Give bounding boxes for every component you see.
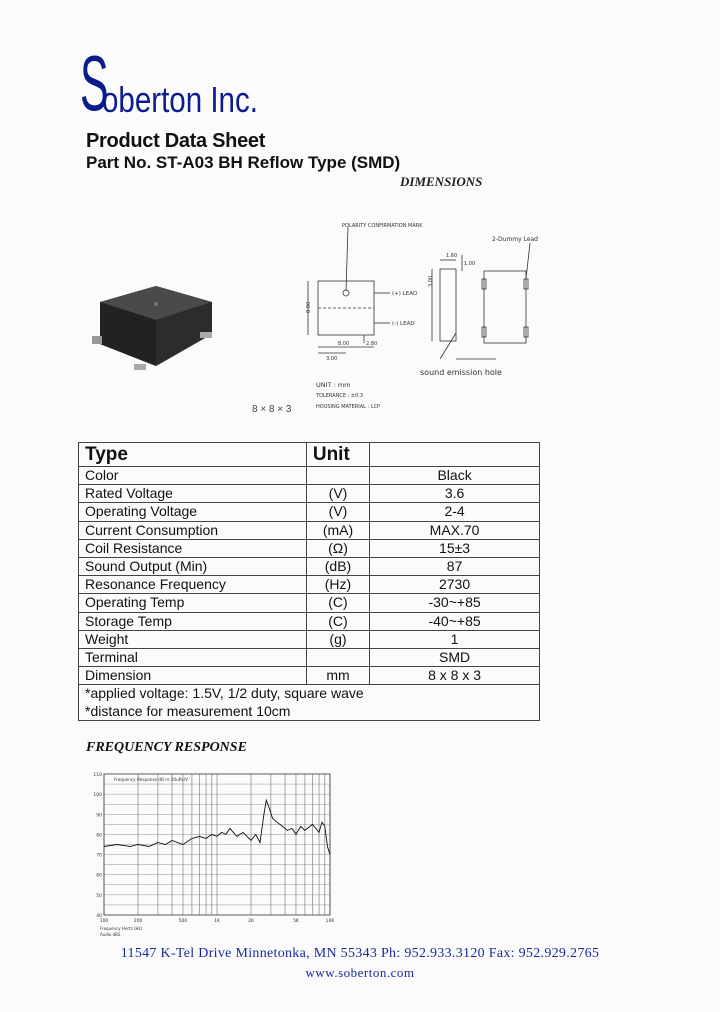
table-row [79, 576, 540, 594]
dim-height: 8.00 [306, 301, 312, 313]
row-value: 87 [370, 558, 540, 576]
logo-text: oberton Inc. [102, 79, 258, 120]
x-tick-label: 1K [214, 919, 220, 924]
lead-negative-label: (-) LEAD [392, 321, 415, 327]
footer-website: www.soberton.com [305, 965, 415, 980]
table-row [79, 485, 540, 503]
part-number: Part No. ST-A03 BH Reflow Type (SMD) [86, 153, 401, 172]
y-tick-label: 70 [96, 853, 102, 859]
polarity-label: POLARITY CONFIRMATION MARK [342, 223, 423, 229]
row-value: 15±3 [370, 539, 540, 557]
header-value [370, 443, 540, 467]
table-row [79, 630, 540, 648]
row-unit: (Hz) [306, 576, 369, 594]
row-value: 8 x 8 x 3 [370, 667, 540, 685]
chart-legend: Frequency Response dB re 20uPa/V [114, 777, 188, 782]
table-row [79, 467, 540, 485]
y-tick-label: 50 [96, 893, 102, 899]
row-unit: (dB) [306, 558, 369, 576]
row-type: Operating Temp [79, 594, 307, 612]
dim-gap: 1.00 [464, 261, 476, 267]
page-title: Product Data Sheet [86, 130, 266, 152]
x-tick-label: 2K [248, 919, 254, 924]
row-value: 2730 [370, 576, 540, 594]
tolerance-label: TOLERANCE : ±0.3 [316, 393, 364, 399]
row-unit: (V) [306, 485, 369, 503]
row-value: 3.6 [370, 485, 540, 503]
y-tick-label: 90 [96, 813, 102, 819]
note-row [79, 703, 540, 721]
size-caption: 8 × 8 × 3 [252, 404, 292, 415]
y-tick-label: 40 [96, 914, 102, 919]
note-text: *distance for measurement 10cm [79, 703, 370, 721]
table-row [79, 503, 540, 521]
dim-half: 3.00 [326, 356, 338, 362]
dimension-drawing [290, 215, 560, 415]
frequency-heading: FREQUENCY RESPONSE [86, 740, 247, 755]
row-type: Color [79, 467, 307, 485]
table-row [79, 521, 540, 539]
table-row [79, 594, 540, 612]
row-type: Resonance Frequency [79, 576, 307, 594]
row-type: Dimension [79, 667, 307, 685]
row-type: Sound Output (Min) [79, 558, 307, 576]
row-type: Terminal [79, 649, 307, 667]
row-type: Rated Voltage [79, 485, 307, 503]
row-unit: (Ω) [306, 539, 369, 557]
lead-positive-label: (+) LEAD [392, 291, 418, 297]
dim-depth: 3.00 [428, 275, 434, 287]
y-tick-label: 100 [93, 793, 102, 799]
company-logo [80, 39, 320, 127]
x-tick-label: 500 [178, 919, 188, 924]
table-row [79, 649, 540, 667]
spec-table [78, 442, 540, 721]
row-type: Operating Voltage [79, 503, 307, 521]
row-unit [306, 467, 369, 485]
row-value: Black [370, 467, 540, 485]
row-value: 2-4 [370, 503, 540, 521]
row-value: MAX.70 [370, 521, 540, 539]
frequency-chart [88, 760, 338, 945]
row-unit: (C) [306, 612, 369, 630]
row-value: -30~+85 [370, 594, 540, 612]
logo-letter: S [80, 39, 109, 127]
dim-width: 8.00 [338, 341, 350, 347]
row-unit: (g) [306, 630, 369, 648]
x-tick-label: 200 [133, 919, 143, 924]
dummy-lead-label: 2-Dummy Lead [492, 236, 538, 243]
row-type: Current Consumption [79, 521, 307, 539]
y-axis-label: Audio dBS [100, 932, 121, 937]
row-type: Coil Resistance [79, 539, 307, 557]
x-tick-label: 10K [325, 919, 335, 924]
header-unit: Unit [306, 443, 369, 467]
x-tick-label: 100 [99, 919, 109, 924]
row-unit: (mA) [306, 521, 369, 539]
dimensions-heading: DIMENSIONS [400, 174, 483, 189]
header-type: Type [79, 443, 307, 467]
emission-label: sound emission hole [420, 368, 502, 377]
row-unit: mm [306, 667, 369, 685]
table-header-row [79, 443, 540, 467]
unit-label: UNIT : mm [316, 381, 351, 389]
note-text: *applied voltage: 1.5V, 1/2 duty, square wave [79, 685, 370, 703]
table-row [79, 539, 540, 557]
row-value: -40~+85 [370, 612, 540, 630]
y-tick-label: 80 [96, 833, 102, 839]
table-row [79, 667, 540, 685]
row-unit [306, 649, 369, 667]
table-row [79, 558, 540, 576]
row-unit: (C) [306, 594, 369, 612]
table-row [79, 612, 540, 630]
row-value: SMD [370, 649, 540, 667]
housing-label: HOUSING MATERIAL : LCP [316, 404, 381, 410]
dim-small: 2.80 [366, 341, 378, 347]
row-type: Storage Temp [79, 612, 307, 630]
row-unit: (V) [306, 503, 369, 521]
row-type: Weight [79, 630, 307, 648]
x-tick-label: 5K [293, 919, 299, 924]
dim-lead: 1.60 [446, 253, 458, 259]
note-row [79, 685, 540, 703]
row-value: 1 [370, 630, 540, 648]
product-photo [88, 282, 218, 387]
y-tick-label: 60 [96, 873, 102, 879]
y-tick-label: 110 [93, 773, 102, 778]
footer-address: 11547 K-Tel Drive Minnetonka, MN 55343 Ph: 952.933.3120 Fax: 952.929.2765 [120, 946, 600, 961]
x-axis-label: Frequency Hertz (Hz) [100, 926, 143, 931]
